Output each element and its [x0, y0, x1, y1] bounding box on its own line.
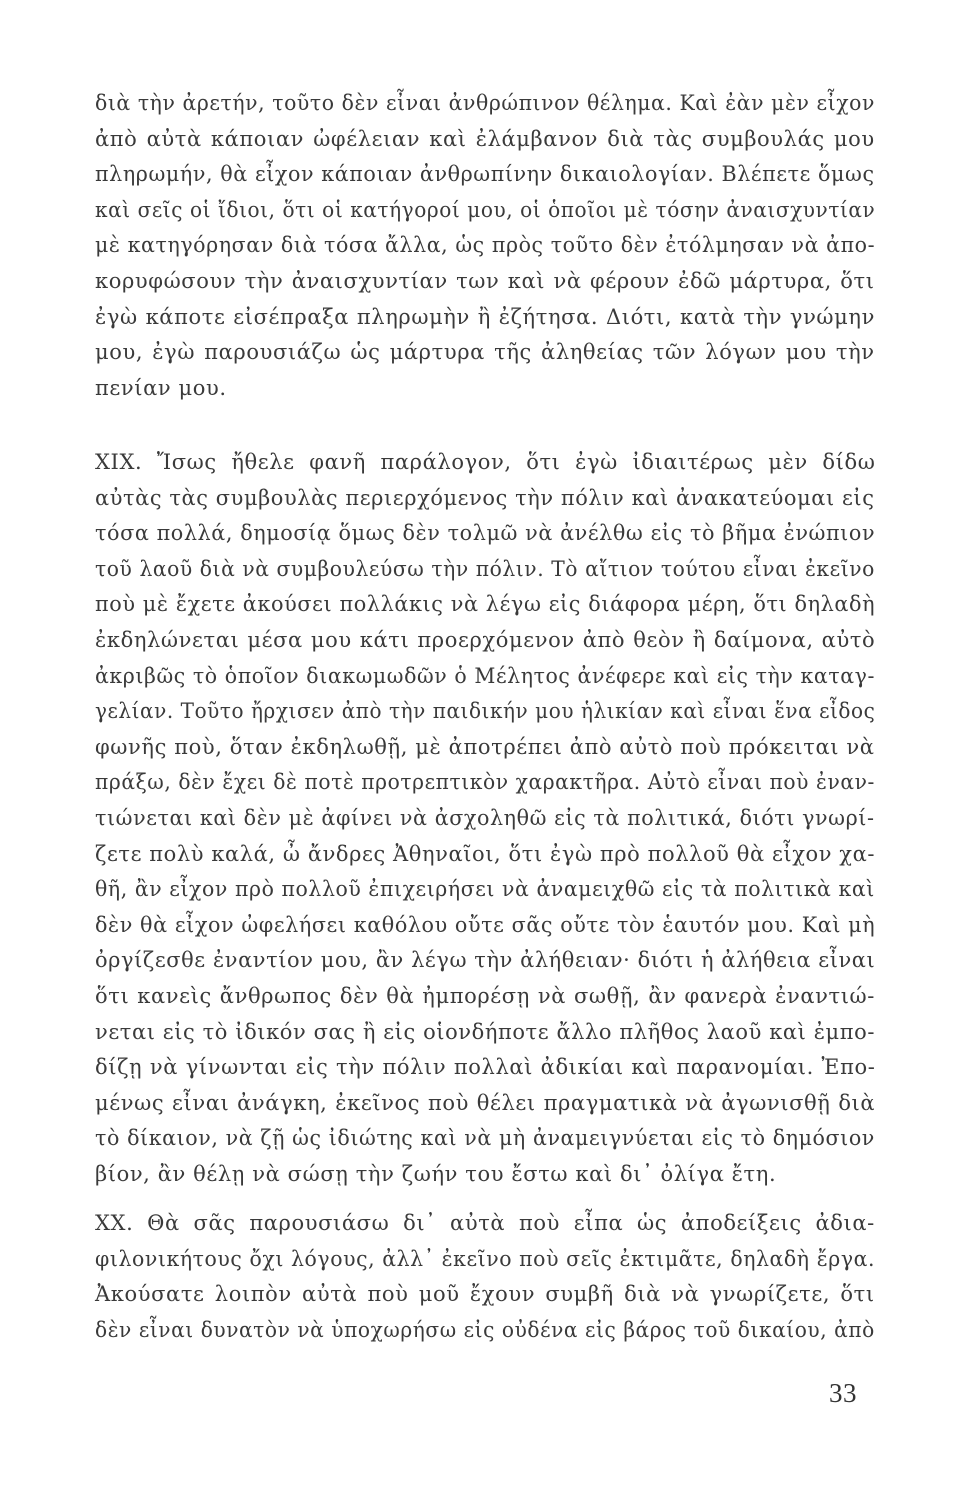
text-line: ὀργίζεσθε ἐναντίον μου, ἂν λέγω τὴν ἀλήθειαν· διότι ἡ ἀλήθεια εἶναι	[95, 948, 876, 973]
page-number: 33	[829, 1378, 857, 1408]
text-line: ποὺ μὲ ἔχετε ἀκούσει πολλάκις νὰ λέγω εἰς διάφορα μέρη, ὅτι δηλαδὴ	[95, 592, 876, 617]
text-line: δίζῃ νὰ γίνωνται εἰς τὴν πόλιν πολλαὶ ἀδικίαι καὶ παρανομίαι. Ἐπο-	[95, 1055, 876, 1080]
text-line: πράξω, δὲν ἔχει δὲ ποτὲ προτρεπτικὸν χαρακτῆρα. Αὐτὸ εἶναι ποὺ ἐναν-	[95, 770, 875, 795]
text-line: μὲ κατηγόρησαν διὰ τόσα ἄλλα, ὡς πρὸς τοῦτο δὲν ἐτόλμησαν νὰ ἀπο-	[95, 233, 876, 258]
text-line: ἀκριβῶς τὸ ὁποῖον διακωμωδῶν ὁ Μέλητος ἀνέφερε καὶ εἰς τὴν καταγ-	[95, 663, 875, 688]
text-line: διὰ τὴν ἀρετήν, τοῦτο δὲν εἶναι ἀνθρώπινον θέλημα. Καὶ ἐὰν μὲν εἶχον	[95, 91, 875, 115]
paragraph-continued	[95, 86, 875, 406]
text-line: φιλονικήτους ὄχι λόγους, ἀλλ᾽ ἐκεῖνο ποὺ σεῖς ἐκτιμᾶτε, δηλαδὴ ἔργα.	[95, 1246, 876, 1271]
text-line: μένως εἶναι ἀνάγκη, ἐκεῖνος ποὺ θέλει πραγματικὰ νὰ ἀγωνισθῇ διὰ	[95, 1090, 876, 1115]
text-line: κορυφώσουν τὴν ἀναισχυντίαν των καὶ νὰ φέρουν ἐδῶ μάρτυρα, ὅτι	[95, 268, 875, 293]
text-line: τὸ δίκαιον, νὰ ζῇ ὡς ἰδιώτης καὶ νὰ μὴ ἀναμειγνύεται εἰς τὸ δημόσιον	[95, 1126, 875, 1151]
text-line: τιώνεται καὶ δὲν μὲ ἀφίνει νὰ ἀσχοληθῶ εἰς τὰ πολιτικά, διότι γνωρί-	[95, 805, 875, 830]
text-line: καὶ σεῖς οἱ ἴδιοι, ὅτι οἱ κατήγοροί μου, οἱ ὁποῖοι μὲ τόσην ἀναισχυντίαν	[95, 197, 876, 222]
text-line: ἐκδηλώνεται μέσα μου κάτι προερχόμενον ἀπὸ θεὸν ἢ δαίμονα, αὐτὸ	[95, 627, 876, 652]
paragraph-section-xx	[95, 1206, 875, 1348]
text-line: θῆ, ἂν εἶχον πρὸ πολλοῦ ἐπιχειρήσει νὰ ἀναμειχθῶ εἰς τὰ πολιτικὰ καὶ	[95, 877, 875, 902]
text-line: Ἀκούσατε λοιπὸν αὐτὰ ποὺ μοῦ ἔχουν συμβῆ διὰ νὰ γνωρίζετε, ὅτι	[95, 1282, 875, 1307]
text-line: δὲν εἶναι δυνατὸν νὰ ὑποχωρήσω εἰς οὐδένα εἰς βάρος τοῦ δικαίου, ἀπὸ	[95, 1317, 875, 1342]
text-line: ἀπὸ αὐτὰ κάποιαν ὠφέλειαν καὶ ἐλάμβανον διὰ τὰς συμβουλάς μου	[95, 126, 875, 151]
text-line: XX. Θὰ σᾶς παρουσιάσω δι᾽ αὐτὰ ποὺ εἶπα ὡς ἀποδείξεις ἀδια-	[95, 1211, 875, 1235]
text-line: βίον, ἂν θέλῃ νὰ σώσῃ τὴν ζωήν του ἔστω καὶ δι᾽ ὀλίγα ἔτη.	[95, 1161, 777, 1186]
text-line: νεται εἰς τὸ ἰδικόν σας ἢ εἰς οἱονδήποτε ἄλλο πλῆθος λαοῦ καὶ ἐμπο-	[95, 1019, 875, 1044]
text-line: τόσα πολλά, δημοσίᾳ ὅμως δὲν τολμῶ νὰ ἀνέλθω εἰς τὸ βῆμα ἐνώπιον	[95, 521, 876, 546]
text-line: ζετε πολὺ καλά, ὦ ἄνδρες Ἀθηναῖοι, ὅτι ἐγὼ πρὸ πολλοῦ θὰ εἶχον χα-	[95, 841, 876, 866]
text-line: φωνῆς ποὺ, ὅταν ἐκδηλωθῇ, μὲ ἀποτρέπει ἀπὸ αὐτὸ ποὺ πρόκειται νὰ	[95, 734, 875, 759]
text-line: πληρωμήν, θὰ εἶχον κάποιαν ἀνθρωπίνην δικαιολογίαν. Βλέπετε ὅμως	[95, 162, 875, 187]
text-line: ἐγὼ κάποτε εἰσέπραξα πληρωμὴν ἢ ἐζήτησα. Διότι, κατὰ τὴν γνώμην	[95, 304, 875, 329]
text-line: πενίαν μου.	[95, 375, 227, 400]
text-line: γελίαν. Τοῦτο ἤρχισεν ἀπὸ τὴν παιδικήν μου ἡλικίαν καὶ εἶναι ἕνα εἶδος	[95, 699, 876, 724]
text-line: δὲν θὰ εἶχον ὠφελήσει καθόλου οὔτε σᾶς οὔτε τὸν ἑαυτόν μου. Καὶ μὴ	[95, 912, 876, 937]
text-line: αὐτὰς τὰς συμβουλὰς περιερχόμενος τὴν πόλιν καὶ ἀνακατεύομαι εἰς	[95, 485, 875, 510]
text-line: μου, ἐγὼ παρουσιάζω ὡς μάρτυρα τῆς ἀληθείας τῶν λόγων μου τὴν	[95, 340, 875, 365]
text-line: τοῦ λαοῦ διὰ νὰ συμβουλεύσω τὴν πόλιν. Τὸ αἴτιον τούτου εἶναι ἐκεῖνο	[95, 556, 875, 581]
text-line: ὅτι κανεὶς ἄνθρωπος δὲν θὰ ἠμπορέσῃ νὰ σωθῇ, ἂν φανερὰ ἐναντιώ-	[95, 983, 875, 1008]
paragraph-section-xix	[95, 445, 875, 1192]
text-line: XIX. Ἴσως ἤθελε φανῆ παράλογον, ὅτι ἐγὼ ἰδιαιτέρως μὲν δίδω	[95, 450, 876, 474]
